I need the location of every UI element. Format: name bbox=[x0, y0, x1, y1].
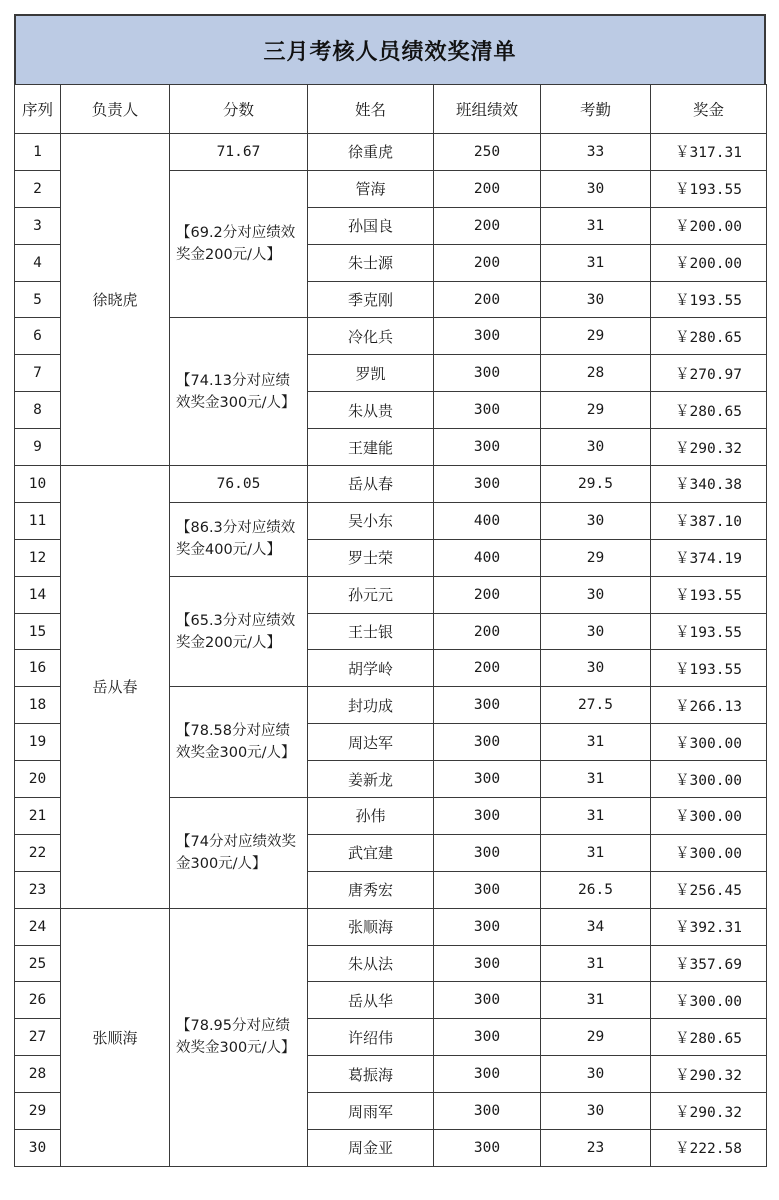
row-team-score: 200 bbox=[434, 613, 541, 650]
row-name: 唐秀宏 bbox=[308, 871, 434, 908]
row-bonus: ￥256.45 bbox=[651, 871, 767, 908]
row-name: 孙国良 bbox=[308, 207, 434, 244]
row-bonus: ￥193.55 bbox=[651, 613, 767, 650]
row-team-score: 300 bbox=[434, 1019, 541, 1056]
row-name: 武宜建 bbox=[308, 834, 434, 871]
row-bonus: ￥280.65 bbox=[651, 318, 767, 355]
row-team-score: 200 bbox=[434, 576, 541, 613]
row-bonus: ￥280.65 bbox=[651, 392, 767, 429]
row-seq: 23 bbox=[15, 871, 61, 908]
row-attendance: 34 bbox=[541, 908, 651, 945]
table-row bbox=[15, 466, 767, 503]
row-name: 岳从春 bbox=[308, 466, 434, 503]
row-bonus: ￥193.55 bbox=[651, 170, 767, 207]
row-name: 周金亚 bbox=[308, 1130, 434, 1167]
row-attendance: 30 bbox=[541, 170, 651, 207]
score-note: 【78.58分对应绩效奖金300元/人】 bbox=[176, 723, 296, 762]
score-cell bbox=[170, 798, 308, 909]
row-seq: 1 bbox=[15, 134, 61, 171]
row-team-score: 300 bbox=[434, 1093, 541, 1130]
row-attendance: 30 bbox=[541, 429, 651, 466]
row-seq: 19 bbox=[15, 724, 61, 761]
row-seq: 22 bbox=[15, 834, 61, 871]
header-bonus: 奖金 bbox=[651, 85, 767, 134]
row-name: 徐重虎 bbox=[308, 134, 434, 171]
row-attendance: 33 bbox=[541, 134, 651, 171]
row-seq: 7 bbox=[15, 355, 61, 392]
row-seq: 29 bbox=[15, 1093, 61, 1130]
row-seq: 9 bbox=[15, 429, 61, 466]
row-bonus: ￥193.55 bbox=[651, 576, 767, 613]
row-seq: 8 bbox=[15, 392, 61, 429]
row-seq: 20 bbox=[15, 761, 61, 798]
row-bonus: ￥357.69 bbox=[651, 945, 767, 982]
row-attendance: 31 bbox=[541, 244, 651, 281]
row-team-score: 300 bbox=[434, 392, 541, 429]
row-name: 吴小东 bbox=[308, 502, 434, 539]
row-team-score: 200 bbox=[434, 650, 541, 687]
row-attendance: 29 bbox=[541, 539, 651, 576]
row-team-score: 200 bbox=[434, 281, 541, 318]
row-team-score: 300 bbox=[434, 355, 541, 392]
score-cell: 71.67 bbox=[170, 134, 308, 171]
row-bonus: ￥300.00 bbox=[651, 982, 767, 1019]
row-attendance: 27.5 bbox=[541, 687, 651, 724]
row-attendance: 29.5 bbox=[541, 466, 651, 503]
row-attendance: 30 bbox=[541, 613, 651, 650]
row-name: 罗凯 bbox=[308, 355, 434, 392]
row-name: 孙伟 bbox=[308, 798, 434, 835]
row-seq: 18 bbox=[15, 687, 61, 724]
row-attendance: 30 bbox=[541, 1056, 651, 1093]
score-cell bbox=[170, 687, 308, 798]
owner-cell: 徐晓虎 bbox=[61, 134, 170, 466]
row-bonus: ￥300.00 bbox=[651, 724, 767, 761]
row-bonus: ￥387.10 bbox=[651, 502, 767, 539]
row-attendance: 30 bbox=[541, 502, 651, 539]
row-team-score: 300 bbox=[434, 1056, 541, 1093]
row-seq: 4 bbox=[15, 244, 61, 281]
row-name: 封功成 bbox=[308, 687, 434, 724]
row-team-score: 300 bbox=[434, 724, 541, 761]
row-name: 朱从法 bbox=[308, 945, 434, 982]
title-bar bbox=[14, 14, 766, 84]
row-bonus: ￥193.55 bbox=[651, 650, 767, 687]
row-attendance: 31 bbox=[541, 945, 651, 982]
row-attendance: 30 bbox=[541, 576, 651, 613]
row-team-score: 300 bbox=[434, 318, 541, 355]
row-attendance: 31 bbox=[541, 761, 651, 798]
row-bonus: ￥193.55 bbox=[651, 281, 767, 318]
row-bonus: ￥280.65 bbox=[651, 1019, 767, 1056]
score-note: 【74.13分对应绩效奖金300元/人】 bbox=[176, 372, 296, 411]
row-team-score: 300 bbox=[434, 945, 541, 982]
row-team-score: 400 bbox=[434, 539, 541, 576]
row-attendance: 29 bbox=[541, 318, 651, 355]
row-seq: 2 bbox=[15, 170, 61, 207]
row-team-score: 300 bbox=[434, 798, 541, 835]
score-cell bbox=[170, 170, 308, 318]
row-attendance: 31 bbox=[541, 834, 651, 871]
row-team-score: 300 bbox=[434, 908, 541, 945]
table-row bbox=[15, 908, 767, 945]
row-team-score: 300 bbox=[434, 871, 541, 908]
row-name: 管海 bbox=[308, 170, 434, 207]
row-seq: 27 bbox=[15, 1019, 61, 1056]
header-team: 班组绩效 bbox=[434, 85, 541, 134]
row-name: 周雨军 bbox=[308, 1093, 434, 1130]
row-name: 葛振海 bbox=[308, 1056, 434, 1093]
row-team-score: 300 bbox=[434, 429, 541, 466]
row-attendance: 30 bbox=[541, 281, 651, 318]
row-attendance: 30 bbox=[541, 650, 651, 687]
header-name: 姓名 bbox=[308, 85, 434, 134]
row-name: 岳从华 bbox=[308, 982, 434, 1019]
row-seq: 6 bbox=[15, 318, 61, 355]
row-bonus: ￥300.00 bbox=[651, 798, 767, 835]
row-seq: 14 bbox=[15, 576, 61, 613]
row-name: 胡学岭 bbox=[308, 650, 434, 687]
row-team-score: 300 bbox=[434, 466, 541, 503]
row-seq: 12 bbox=[15, 539, 61, 576]
row-attendance: 29 bbox=[541, 1019, 651, 1056]
row-name: 冷化兵 bbox=[308, 318, 434, 355]
row-attendance: 23 bbox=[541, 1130, 651, 1167]
score-note: 【78.95分对应绩效奖金300元/人】 bbox=[176, 1018, 296, 1057]
header-score: 分数 bbox=[170, 85, 308, 134]
row-team-score: 200 bbox=[434, 244, 541, 281]
score-cell bbox=[170, 908, 308, 1166]
row-team-score: 200 bbox=[434, 207, 541, 244]
row-attendance: 31 bbox=[541, 207, 651, 244]
row-name: 季克刚 bbox=[308, 281, 434, 318]
row-name: 朱士源 bbox=[308, 244, 434, 281]
score-cell bbox=[170, 576, 308, 687]
row-name: 王士银 bbox=[308, 613, 434, 650]
bonus-table bbox=[14, 84, 767, 1167]
score-cell: 76.05 bbox=[170, 466, 308, 503]
header-owner: 负责人 bbox=[61, 85, 170, 134]
row-attendance: 31 bbox=[541, 724, 651, 761]
row-bonus: ￥266.13 bbox=[651, 687, 767, 724]
table-header bbox=[15, 85, 767, 134]
sheet-title: 三月考核人员绩效奖清单 bbox=[263, 39, 517, 65]
table-row bbox=[15, 134, 767, 171]
owner-cell: 张顺海 bbox=[61, 908, 170, 1166]
row-seq: 28 bbox=[15, 1056, 61, 1093]
row-attendance: 31 bbox=[541, 982, 651, 1019]
row-name: 姜新龙 bbox=[308, 761, 434, 798]
row-bonus: ￥300.00 bbox=[651, 834, 767, 871]
header-seq: 序列 bbox=[15, 85, 61, 134]
row-bonus: ￥290.32 bbox=[651, 1056, 767, 1093]
row-seq: 11 bbox=[15, 502, 61, 539]
header-attendance: 考勤 bbox=[541, 85, 651, 134]
table-body bbox=[15, 134, 767, 1167]
score-note: 【86.3分对应绩效奖金400元/人】 bbox=[176, 520, 296, 559]
score-note: 【69.2分对应绩效奖金200元/人】 bbox=[176, 225, 296, 264]
row-name: 罗士荣 bbox=[308, 539, 434, 576]
row-seq: 21 bbox=[15, 798, 61, 835]
row-attendance: 29 bbox=[541, 392, 651, 429]
row-team-score: 400 bbox=[434, 502, 541, 539]
row-team-score: 300 bbox=[434, 761, 541, 798]
bonus-sheet bbox=[14, 14, 766, 1167]
score-note: 【65.3分对应绩效奖金200元/人】 bbox=[176, 612, 296, 651]
row-team-score: 200 bbox=[434, 170, 541, 207]
row-seq: 26 bbox=[15, 982, 61, 1019]
row-bonus: ￥222.58 bbox=[651, 1130, 767, 1167]
row-name: 周达军 bbox=[308, 724, 434, 761]
row-bonus: ￥317.31 bbox=[651, 134, 767, 171]
row-bonus: ￥300.00 bbox=[651, 761, 767, 798]
row-attendance: 28 bbox=[541, 355, 651, 392]
score-note: 【74分对应绩效奖金300元/人】 bbox=[176, 833, 296, 872]
row-bonus: ￥200.00 bbox=[651, 207, 767, 244]
score-cell bbox=[170, 318, 308, 466]
row-seq: 10 bbox=[15, 466, 61, 503]
row-bonus: ￥392.31 bbox=[651, 908, 767, 945]
row-name: 许绍伟 bbox=[308, 1019, 434, 1056]
row-team-score: 300 bbox=[434, 1130, 541, 1167]
row-name: 孙元元 bbox=[308, 576, 434, 613]
score-cell bbox=[170, 502, 308, 576]
row-bonus: ￥340.38 bbox=[651, 466, 767, 503]
row-bonus: ￥270.97 bbox=[651, 355, 767, 392]
row-seq: 5 bbox=[15, 281, 61, 318]
row-attendance: 30 bbox=[541, 1093, 651, 1130]
row-attendance: 31 bbox=[541, 798, 651, 835]
row-name: 王建能 bbox=[308, 429, 434, 466]
row-team-score: 250 bbox=[434, 134, 541, 171]
row-bonus: ￥200.00 bbox=[651, 244, 767, 281]
owner-cell: 岳从春 bbox=[61, 466, 170, 909]
row-name: 朱从贵 bbox=[308, 392, 434, 429]
row-team-score: 300 bbox=[434, 982, 541, 1019]
row-bonus: ￥290.32 bbox=[651, 429, 767, 466]
row-bonus: ￥290.32 bbox=[651, 1093, 767, 1130]
row-name: 张顺海 bbox=[308, 908, 434, 945]
row-seq: 25 bbox=[15, 945, 61, 982]
row-seq: 15 bbox=[15, 613, 61, 650]
row-seq: 16 bbox=[15, 650, 61, 687]
row-seq: 24 bbox=[15, 908, 61, 945]
row-bonus: ￥374.19 bbox=[651, 539, 767, 576]
row-seq: 3 bbox=[15, 207, 61, 244]
row-team-score: 300 bbox=[434, 687, 541, 724]
row-seq: 30 bbox=[15, 1130, 61, 1167]
row-team-score: 300 bbox=[434, 834, 541, 871]
row-attendance: 26.5 bbox=[541, 871, 651, 908]
